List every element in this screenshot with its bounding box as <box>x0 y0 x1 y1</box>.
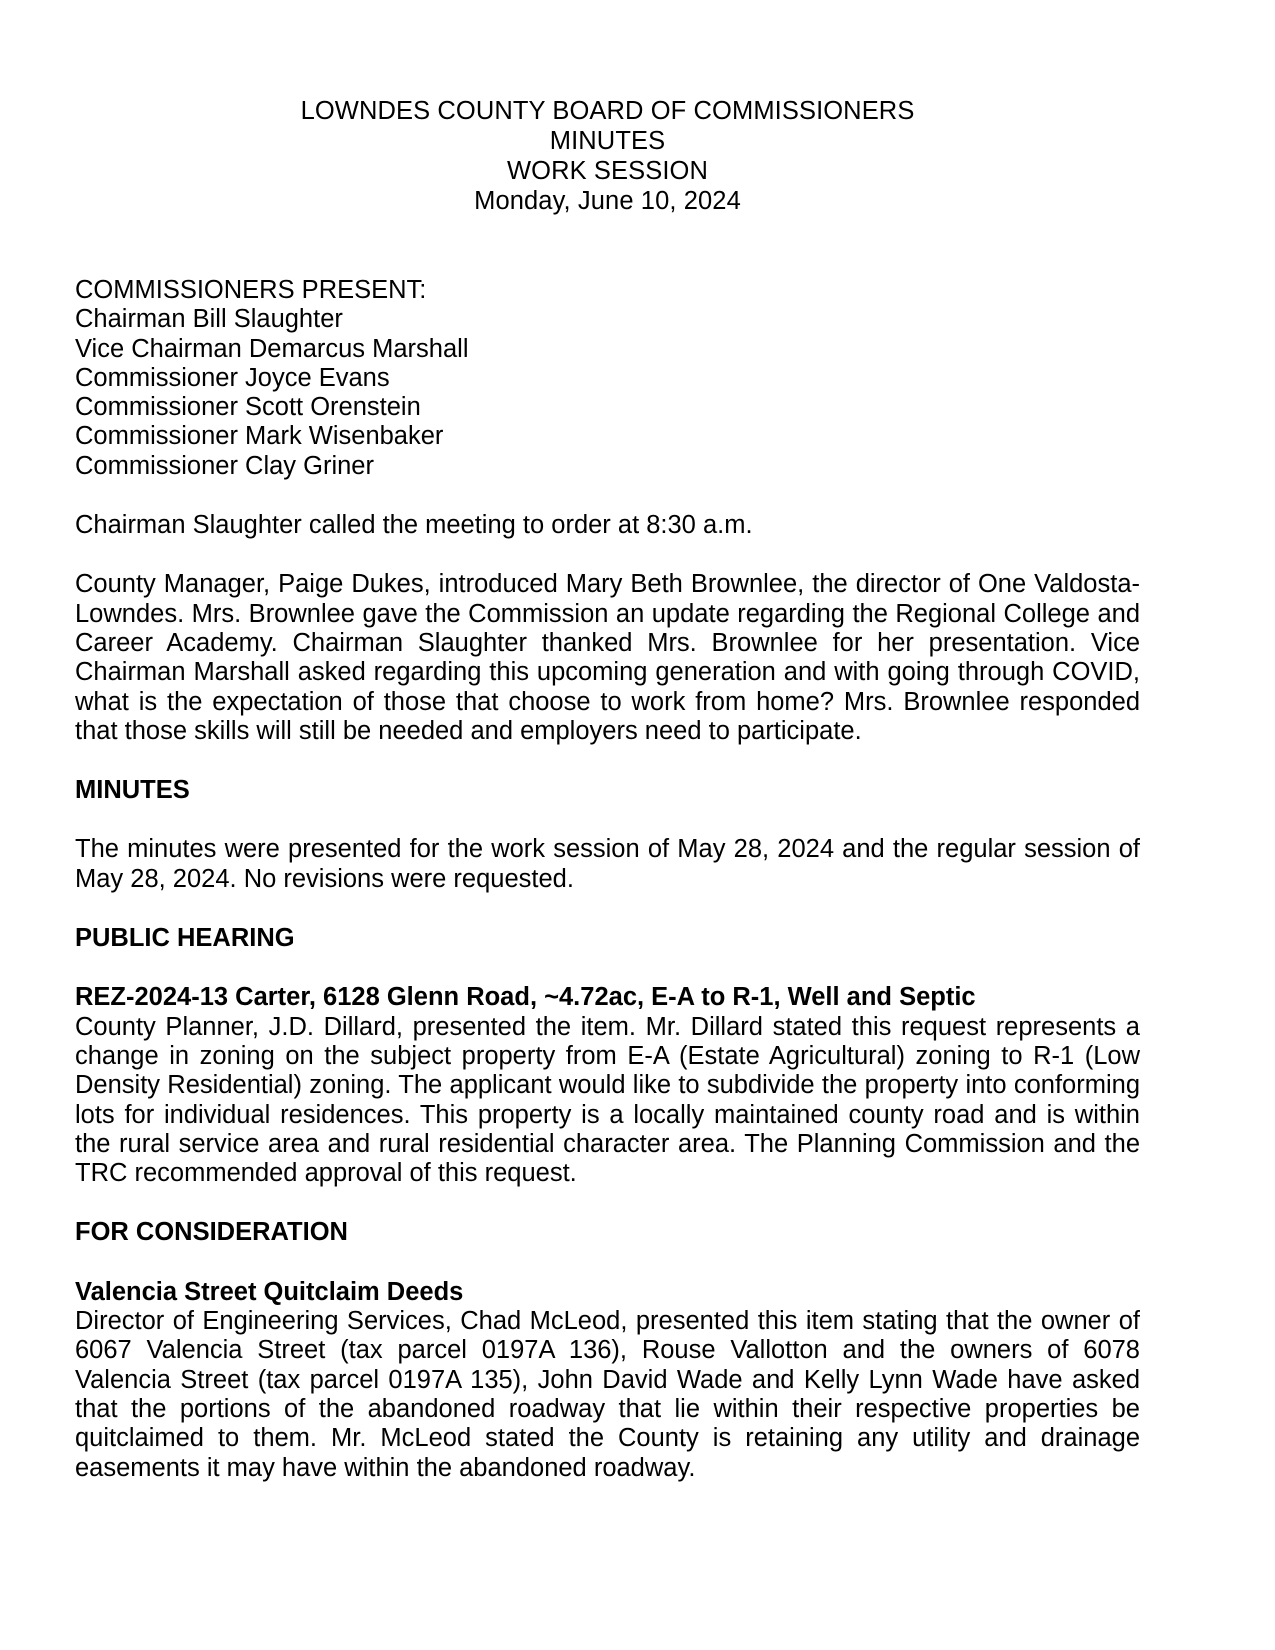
introduction-paragraph: County Manager, Paige Dukes, introduced Mary Beth Brownlee, the director of One Valdosta-Lowndes. Mrs. Brownlee gave the Commission an update regarding the Regional College and Career Academy. Chairman Slaughter thanked Mrs. Brownlee for her presentation. Vice Chairman Marshall asked regarding this upcoming generation and with going through COVID, what is the expectation of those that choose to work from home? Mrs. Brownlee responded that those skills will still be needed and employers need to participate. <box>75 570 1140 745</box>
header-organization: LOWNDES COUNTY BOARD OF COMMISSIONERS <box>300 97 915 125</box>
commissioner-chairman: Chairman Bill Slaughter <box>75 305 343 334</box>
agenda-item-title-rez-2024-13: REZ-2024-13 Carter, 6128 Glenn Road, ~4.72ac, E-A to R-1, Well and Septic <box>75 983 976 1012</box>
section-heading-minutes: MINUTES <box>75 776 190 805</box>
commissioner-clay-griner: Commissioner Clay Griner <box>75 451 374 480</box>
roster-spacer <box>75 481 1140 511</box>
agenda-item-body-valencia-street-quitclaim-deeds: Director of Engineering Services, Chad McLeod, presented this item stating that the owner of 6067 Valencia Street (tax parcel 0197A 136), Rouse Vallotton and the owners of 6078 Valencia Street (tax parcel 0197A 135), John David Wade and Kelly Lynn Wade have asked that the portions of the abandoned roadway that lie within their respective properties be quitclaimed to them. Mr. McLeod stated the County is retaining any utility and drainage easements it may have within the abandoned roadway. <box>75 1307 1140 1482</box>
commissioner-mark-wisenbaker: Commissioner Mark Wisenbaker <box>75 422 444 451</box>
agenda-item-body-rez-2024-13: County Planner, J.D. Dillard, presented the item. Mr. Dillard stated this request represents a change in zoning on the subject property from E-A (Estate Agricultural) zoning to R-1 (Low Density Residential) zoning. The applicant would like to subdivide the property into conforming lots for individual residences. This property is a locally maintained county road and is within the rural service area and rural residential character area. The Planning Commission and the TRC recommended approval of this request. <box>75 1012 1140 1188</box>
call-to-order-spacer <box>75 540 1140 570</box>
header-spacer <box>75 216 1140 276</box>
intro-spacer <box>75 746 1140 776</box>
header-document-type: MINUTES <box>549 127 666 155</box>
call-to-order-paragraph: Chairman Slaughter called the meeting to order at 8:30 a.m. <box>75 511 753 540</box>
commissioner-scott-orenstein: Commissioner Scott Orenstein <box>75 393 421 422</box>
commissioner-vice-chairman: Vice Chairman Demarcus Marshall <box>75 334 469 363</box>
public-hearing-heading-spacer <box>75 953 1140 983</box>
minutes-paragraph: The minutes were presented for the work session of May 28, 2024 and the regular session of May 28, 2024. No revisions were requested. <box>75 835 1140 893</box>
document-header <box>75 96 1140 216</box>
commissioners-present-heading: COMMISSIONERS PRESENT: <box>75 276 427 304</box>
section-heading-public-hearing: PUBLIC HEARING <box>75 924 295 953</box>
header-session-type: WORK SESSION <box>507 157 708 185</box>
agenda-item-title-valencia-street-quitclaim-deeds: Valencia Street Quitclaim Deeds <box>75 1277 464 1306</box>
minutes-heading-spacer <box>75 805 1140 835</box>
commissioner-joyce-evans: Commissioner Joyce Evans <box>75 363 390 392</box>
section-heading-for-consideration: FOR CONSIDERATION <box>75 1218 348 1247</box>
commissioners-present-block <box>75 276 1140 481</box>
for-consideration-heading-spacer <box>75 1248 1140 1278</box>
public-hearing-body-spacer <box>75 1188 1140 1218</box>
minutes-body-spacer <box>75 894 1140 924</box>
header-meeting-date: Monday, June 10, 2024 <box>474 187 741 215</box>
